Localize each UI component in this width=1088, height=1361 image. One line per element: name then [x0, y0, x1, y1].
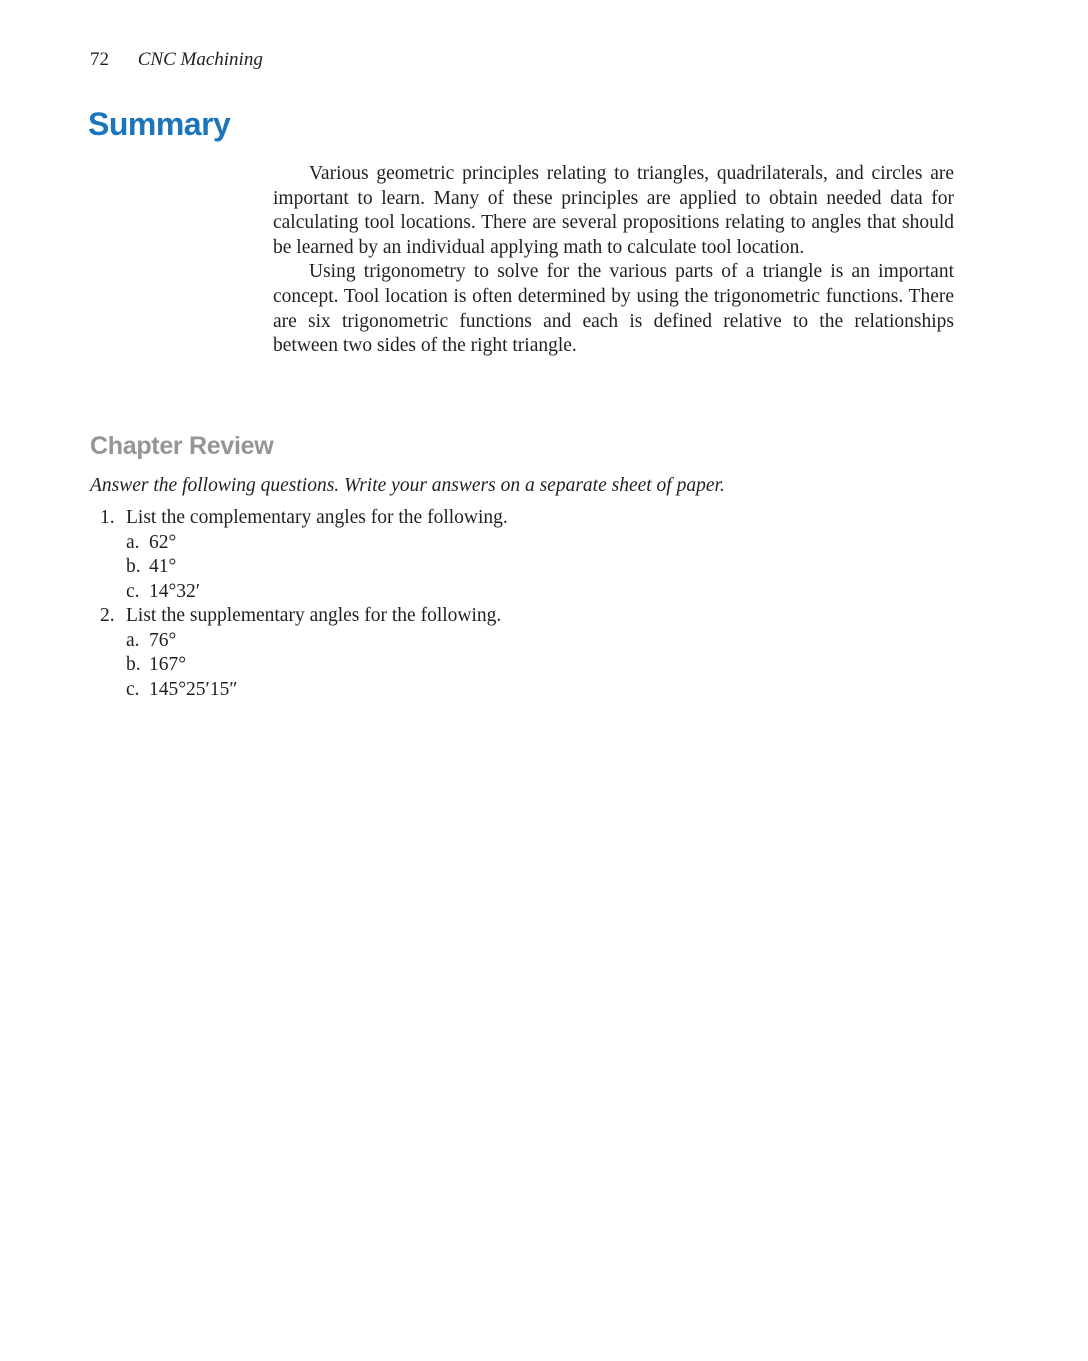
question-1-item-c	[100, 580, 860, 605]
question-2	[100, 604, 860, 629]
question-1-item-b	[100, 555, 860, 580]
review-instruction: Answer the following questions. Write your answers on a separate sheet of paper.	[90, 475, 725, 496]
summary-paragraph-1: Various geometric principles relating to triangles, quadrilaterals, and circles are important to learn. Many of these principles are applied to obtain needed data for calculating tool locations. There are several propositions relating to angles that should be learned by an individual applying math to calculate tool location.	[273, 163, 954, 258]
question-2-item-c	[100, 678, 860, 703]
page-number: 72	[90, 49, 109, 70]
question-number: 1.	[100, 507, 115, 528]
item-value: 62°	[149, 531, 177, 553]
question-1	[100, 506, 860, 531]
item-label: a.	[126, 531, 140, 553]
item-value: 145°25′15″	[149, 678, 238, 700]
item-value: 76°	[149, 629, 177, 651]
summary-heading: Summary	[88, 106, 231, 142]
item-value: 14°32′	[149, 580, 201, 602]
chapter-review-heading: Chapter Review	[90, 432, 274, 460]
running-head	[90, 48, 263, 72]
item-label: c.	[126, 580, 140, 602]
item-label: b.	[126, 654, 141, 675]
item-value: 167°	[149, 654, 187, 675]
question-2-item-a	[100, 629, 860, 654]
question-2-item-b	[100, 653, 860, 678]
summary-paragraph-2: Using trigonometry to solve for the various parts of a triangle is an important concept. Tool location is often determined by using the trigonometric functions. There are six trigonometric functions and each is defined relative to the relationships between two sides of the right triangle.	[273, 261, 954, 357]
question-text: List the complementary angles for the following.	[126, 507, 508, 528]
question-1-item-a	[100, 531, 860, 556]
item-label: a.	[126, 629, 140, 651]
item-label: c.	[126, 678, 140, 700]
item-value: 41°	[149, 556, 177, 577]
summary-body	[273, 162, 954, 359]
running-title: CNC Machining	[137, 49, 263, 70]
review-questions	[100, 506, 860, 702]
question-number: 2.	[100, 605, 115, 626]
item-label: b.	[126, 556, 141, 577]
question-text: List the supplementary angles for the following.	[126, 605, 502, 626]
